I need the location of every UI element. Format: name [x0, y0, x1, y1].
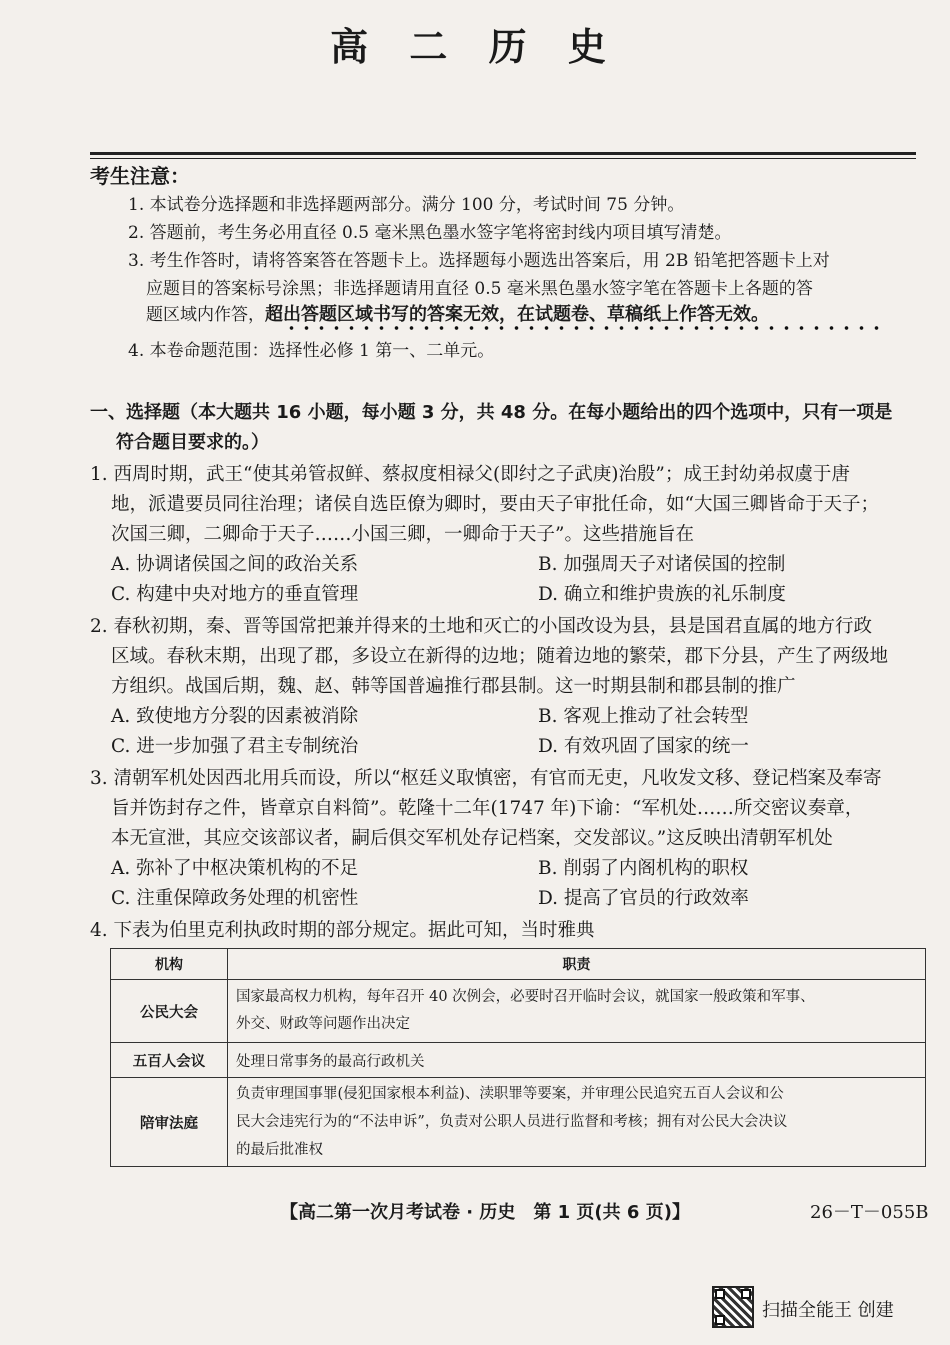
table-cell-institution: 陪审法庭 [111, 1078, 228, 1167]
table-cell-institution: 公民大会 [111, 980, 228, 1043]
q3-option-c: C. 注重保障政务处理的机密性 [111, 888, 359, 909]
q2-option-d: D. 有效巩固了国家的统一 [538, 736, 749, 757]
emphasis-dots [284, 326, 884, 330]
q1-option-c: C. 构建中央对地方的垂直管理 [111, 584, 359, 605]
scanner-watermark: 扫描全能王 创建 [762, 1300, 894, 1321]
duties-line: 的最后批准权 [236, 1142, 323, 1158]
table-header-row [111, 949, 926, 980]
notice-line-4: 4. 本卷命题范围：选择性必修 1 第一、二单元。 [128, 341, 495, 361]
table-row [111, 1043, 926, 1078]
table-cell-duties: 处理日常事务的最高行政机关 [228, 1043, 926, 1078]
q2-line-2: 区域。春秋末期，出现了郡，多设立在新得的边地；随着边地的繁荣，郡下分县，产生了两级地 [111, 646, 889, 667]
q2-line-3: 方组织。战国后期，魏、赵、韩等国普遍推行郡县制。这一时期县制和郡县制的推广 [111, 676, 796, 697]
duties-line: 外交、财政等问题作出决定 [236, 1016, 410, 1032]
q3-line-1: 3. 清朝军机处因西北用兵而设，所以“枢廷义取慎密，有官而无吏，凡收发文移、登记档案及奉寄 [90, 768, 882, 789]
notice-line-3a: 3. 考生作答时，请将答案答在答题卡上。选择题每小题选出答案后，用 2B 铅笔把答题卡上对 [128, 251, 830, 271]
q1-line-2: 地，派遣要员同往治理；诸侯自选臣僚为卿时，要由天子审批任命，如“大国三卿皆命于天子； [111, 494, 879, 515]
table-cell-duties [228, 1078, 926, 1167]
notice-emphasis: 超出答题区域书写的答案无效，在试题卷、草稿纸上作答无效。 [265, 304, 769, 325]
q3-option-d: D. 提高了官员的行政效率 [538, 888, 749, 909]
duties-line: 国家最高权力机构，每年召开 40 次例会，必要时召开临时会议，就国家一般政策和军事、 [236, 989, 815, 1005]
q3-line-3: 本无宣泄，其应交该部议者，嗣后俱交军机处存记档案，交发部议。”这反映出清朝军机处 [111, 828, 833, 849]
page-footer: 【高二第一次月考试卷 · 历史 第 1 页(共 6 页)】 [280, 1202, 690, 1223]
notice-line-3c [146, 300, 769, 326]
table-row [111, 980, 926, 1043]
page-title: 高 二 历 史 [330, 25, 620, 69]
q1-line-3: 次国三卿，二卿命于天子……小国三卿，一卿命于天子”。这些措施旨在 [111, 524, 694, 545]
qr-code-icon [712, 1286, 754, 1328]
table-header-duties: 职责 [228, 949, 926, 980]
duties-line: 负责审理国事罪(侵犯国家根本利益)、渎职罪等要案，并审理公民追究五百人会议和公 [236, 1086, 784, 1102]
q1-option-a: A. 协调诸侯国之间的政治关系 [111, 554, 359, 575]
notice-line-1: 1. 本试卷分选择题和非选择题两部分。满分 100 分，考试时间 75 分钟。 [128, 195, 685, 215]
table-cell-institution: 五百人会议 [111, 1043, 228, 1078]
notice-heading: 考生注意： [90, 164, 190, 188]
q2-line-1: 2. 春秋初期，秦、晋等国常把兼并得来的土地和灭亡的小国改设为县，县是国君直属的地方行政 [90, 616, 873, 637]
q3-option-a: A. 弥补了中枢决策机构的不足 [111, 858, 359, 879]
duties-line: 民大会违宪行为的“不法申诉”，负责对公职人员进行监督和考核；拥有对公民大会决议 [236, 1114, 788, 1130]
q1-option-b: B. 加强周天子对诸侯国的控制 [538, 554, 786, 575]
exam-code: 26－T－055B [810, 1202, 929, 1223]
q2-option-c: C. 进一步加强了君主专制统治 [111, 736, 359, 757]
table-row [111, 1078, 926, 1167]
q2-option-a: A. 致使地方分裂的因素被消除 [111, 706, 359, 727]
header-rule-thin [90, 158, 916, 159]
table-cell-duties [228, 980, 926, 1043]
notice-line-2: 2. 答题前，考生务必用直径 0.5 毫米黑色墨水签字笔将密封线内项目填写清楚。 [128, 223, 732, 243]
section-heading-cont: 符合题目要求的。） [116, 432, 269, 453]
athens-institutions-table [110, 948, 926, 1167]
table-header-institution: 机构 [111, 949, 228, 980]
q3-option-b: B. 削弱了内阁机构的职权 [538, 858, 749, 879]
q2-option-b: B. 客观上推动了社会转型 [538, 706, 749, 727]
notice-line-3c-pre: 题区域内作答， [146, 305, 265, 325]
section-heading: 一、选择题（本大题共 16 小题，每小题 3 分，共 48 分。在每小题给出的四个选项中，只有一项是 [90, 402, 893, 423]
notice-line-3b: 应题目的答案标号涂黑；非选择题请用直径 0.5 毫米黑色墨水签字笔在答题卡上各题的答 [146, 279, 813, 299]
q4-line-1: 4. 下表为伯里克利执政时期的部分规定。据此可知，当时雅典 [90, 920, 595, 941]
header-rule-thick [90, 152, 916, 155]
q1-option-d: D. 确立和维护贵族的礼乐制度 [538, 584, 786, 605]
q1-line-1: 1. 西周时期，武王“使其弟管叔鲜、蔡叔度相禄父(即纣之子武庚)治殷”；成王封幼弟叔虞于唐 [90, 464, 850, 485]
q3-line-2: 旨并饬封存之件，皆章京自料简”。乾隆十二年(1747 年)下谕：“军机处……所交密议奏章， [111, 798, 864, 819]
